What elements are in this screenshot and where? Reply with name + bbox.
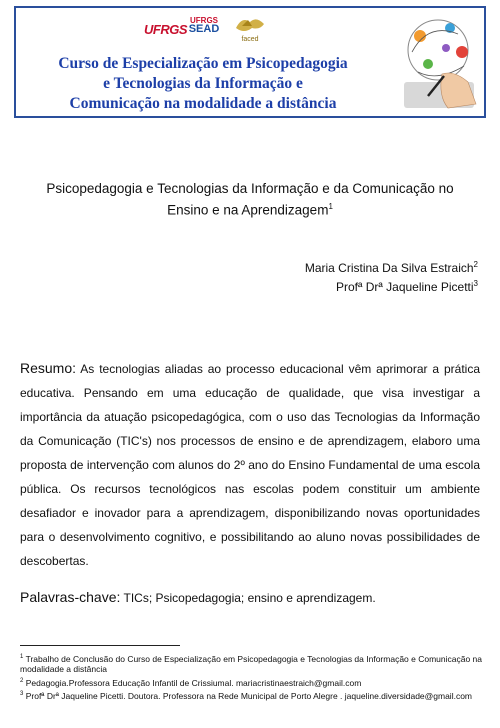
ufrgs-logo: UFRGS: [144, 22, 187, 37]
footnote-3-text: Profª Drª Jaqueline Picetti. Doutora. Professora na Rede Municipal de Porto Alegre . jaqueline.diversidade@gmail.com: [25, 690, 473, 701]
footnote-1-num: 1: [20, 654, 24, 660]
footnote-1: [20, 652, 485, 675]
footnotes: [20, 652, 485, 702]
abstract-paragraph: [20, 356, 480, 573]
author-list: [305, 257, 478, 295]
footnote-divider: [20, 645, 180, 646]
article-title: [20, 180, 480, 220]
author-2: [305, 276, 478, 295]
footnote-ref-3: 3: [473, 279, 478, 288]
course-title-line1: Curso de Especialização em Psicopedagogia: [58, 55, 348, 72]
footnote-2-num: 2: [20, 677, 24, 684]
author-2-name: Profª Drª Jaqueline Picetti: [335, 280, 474, 294]
course-title-line3: Comunicação na modalidade a distância: [69, 95, 337, 112]
author-1: [305, 257, 478, 276]
sead-logo-top: UFRGS: [190, 16, 218, 25]
article-title-line2: [20, 198, 480, 220]
keywords-label: Palavras-chave:: [20, 589, 121, 605]
footnote-2-text: Pedagogia.Professora Educação Infantil de Crissiumal. mariacristinaestraich@gmail.com: [25, 677, 362, 688]
abstract-label: Resumo:: [20, 360, 77, 376]
course-title-line2: e Tecnologias da Informação e: [103, 75, 303, 92]
institution-logos: [144, 14, 274, 46]
footnote-1-text: Trabalho de Conclusão do Curso de Especialização em Psicopedagogia e Tecnologias da Informação e Comunicação na modalidade a distância: [20, 653, 483, 675]
course-title: [22, 54, 384, 114]
faced-logo-text: faced: [241, 36, 259, 43]
footnote-ref-1: 1: [328, 202, 333, 211]
abstract-text: As tecnologias aliadas ao processo educacional vêm aprimorar a prática educativa. Pensando em uma educação de qualidade, que visa investigar a importância da atuação psicopedagógica, com o uso das Tecnologias da Informação da Comunicação (TIC's) nos processos de ensino e de aprendizagem, elaboro uma proposta de intervenção com alunos do 2º ano do Ensino Fundamental de uma escola pública. Os recursos tecnológicos nas escolas podem constituir um ambiente desafiador e inovador para a aprendizagem, disponibilizando novas oportunidades para o desenvolvimento cognitivo, e possibilitando ao aluno novas possibilidades de descobertas.: [20, 362, 480, 568]
course-header-box: [14, 6, 486, 118]
footnote-3-num: 3: [20, 691, 24, 698]
footnote-2: [20, 676, 485, 688]
author-1-name: Maria Cristina Da Silva Estraich: [304, 261, 474, 275]
sead-logo-bottom: SEAD: [188, 23, 220, 35]
keywords-text: TICs; Psicopedagogia; ensino e aprendizagem.: [123, 591, 376, 605]
footnote-3: [20, 689, 485, 701]
article-title-line1: Psicopedagogia e Tecnologias da Informação e da Comunicação no: [46, 181, 454, 196]
sead-logo: [186, 16, 222, 42]
keywords-line: [20, 588, 480, 607]
faced-logo: [232, 14, 268, 44]
footnote-ref-2: 2: [473, 260, 478, 269]
hand-drawing-illustration: [398, 12, 484, 114]
article-title-line2-text: Ensino e na Aprendizagem: [167, 202, 329, 218]
